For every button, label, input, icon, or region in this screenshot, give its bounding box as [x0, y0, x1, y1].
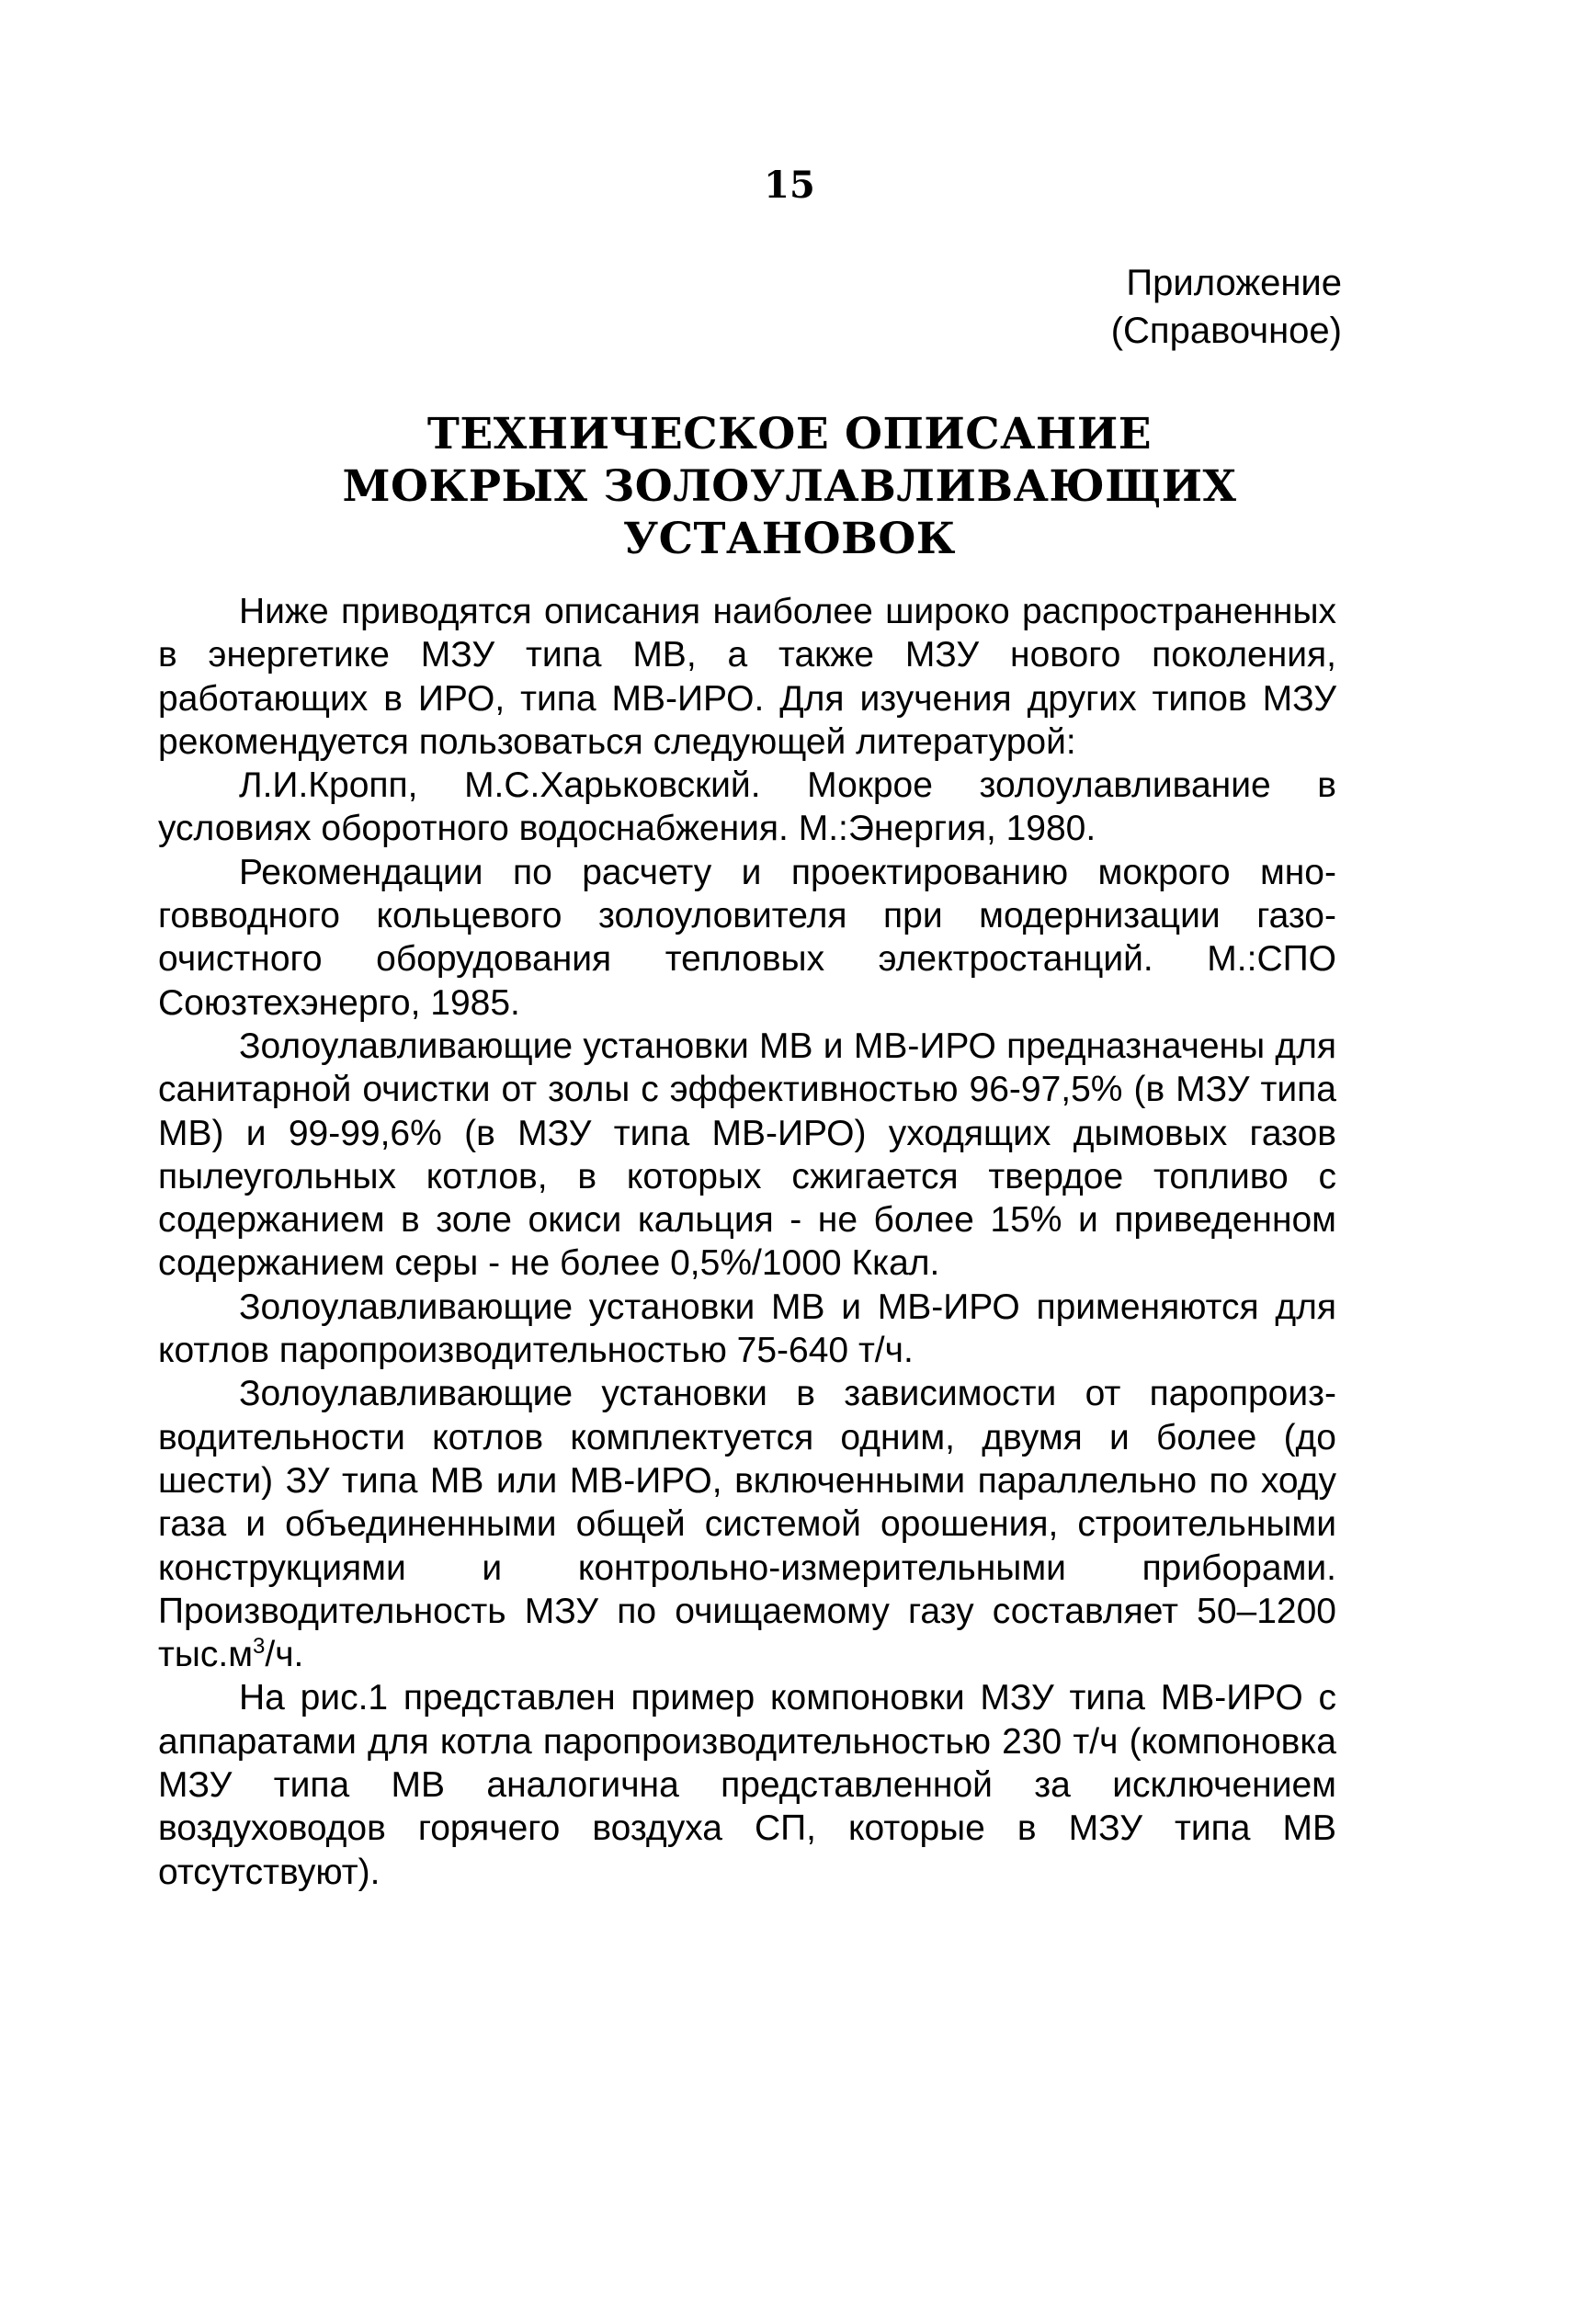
paragraph-purpose: Золоулавливающие установки МВ и МВ-ИРО предназначены для санитарной очистки от золы с эффективностью 96-97,5% (в МЗУ типа МВ) и 99-99,6% (в МЗУ типа МВ-ИРО) уходящих дымовых газов пылеугольных котлов, в которых сжигается твердое топливо с содержанием в золе окиси кальция - не более 15% и приведенном содержанием серы - не более 0,5%/1000 Ккал.: [158, 1026, 1336, 1284]
paragraph-figure-reference: На рис.1 представлен пример компоновки МЗУ типа МВ-ИРО с аппаратами для котла паропроизводительностью 230 т/ч (компоновка МЗУ типа МВ аналогична представленной за исключением воздуховодов горячего воздуха СП, которые в МЗУ типа МВ отсутствуют).: [158, 1678, 1336, 1892]
title-line-3: УСТАНОВОК: [622, 514, 957, 564]
title-line-1: ТЕХНИЧЕСКОЕ ОПИСАНИЕ: [426, 409, 1153, 459]
paragraph-configuration: [158, 1372, 1336, 1676]
paragraph-intro: Ниже приводятся описания наиболее широко распространенных в энергетике МЗУ типа МВ, а также МЗУ нового поколения, работающих в ИРО, типа МВ-ИРО. Для изучения других типов МЗУ рекомендуется пользоваться следующей литературой:: [158, 592, 1336, 762]
section-title: [0, 408, 1579, 565]
paragraph-configuration-unit: /ч.: [265, 1635, 304, 1675]
paragraph-application: Золоулавливающие установки МВ и МВ-ИРО применяются для котлов паропроизводительностью 75-640 т/ч.: [158, 1287, 1336, 1371]
paragraph-configuration-text: Золоулавливающие установки в зависимости от паропроизводительности котлов комплектуется одним, двумя и более (до шести) ЗУ типа МВ или МВ-ИРО, включенными параллельно по ходу газа и объединенными общей системой орошения, строительными конструкциями и контрольно-измерительными приборами. Производительность МЗУ по очищаемому газу составляет 50–1200 тыс.м: [158, 1374, 1336, 1675]
paragraph-reference-2: Рекомендации по расчету и проектированию мокрого многовводного кольцевого золоуловителя при модернизации газоочистного оборудования тепловых электростанций. М.:СПО Союзтехэнерго, 1985.: [158, 852, 1336, 1023]
page-number: 15: [764, 164, 815, 207]
appendix-type: (Справочное): [1110, 311, 1342, 351]
title-line-2: МОКРЫХ ЗОЛОУЛАВЛИВАЮЩИХ: [342, 461, 1237, 512]
paragraph-reference-1: Л.И.Кропп, М.С.Харьковский. Мокрое золоулавливание в условиях оборотного водоснабжения. М.:Энергия, 1980.: [158, 765, 1336, 849]
appendix-label: [1111, 259, 1342, 355]
body-text: [158, 590, 1336, 1894]
cubic-superscript: 3: [253, 1634, 266, 1660]
appendix-line: Приложение: [1126, 263, 1342, 303]
